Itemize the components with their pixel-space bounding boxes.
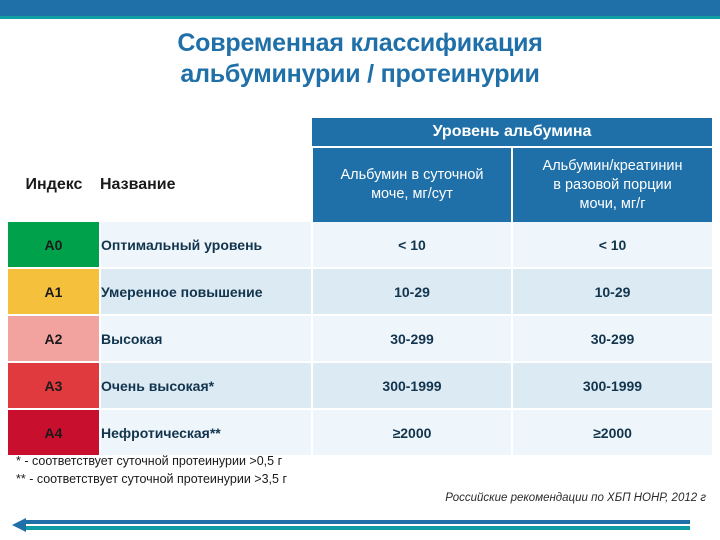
header-name: Название: [100, 147, 312, 222]
footnotes: [16, 452, 287, 488]
row-index-badge: А4: [8, 409, 100, 456]
header-daily-albumin-line-1: Альбумин в суточной: [340, 167, 484, 183]
row-name: Оптимальный уровень: [100, 222, 312, 268]
header-blank-cell: [8, 118, 100, 147]
header-ratio-line-1: Альбумин/креатинин: [542, 157, 683, 174]
row-ratio-value: 30-299: [512, 315, 712, 362]
row-name: Высокая: [100, 315, 312, 362]
row-daily-value: 300-1999: [312, 362, 512, 409]
row-daily-value: 10-29: [312, 268, 512, 315]
header-albumin-level: Уровень альбумина: [312, 118, 712, 147]
bottom-rule-teal: [26, 526, 690, 530]
row-daily-value: 30-299: [312, 315, 512, 362]
row-name: Нефротическая**: [100, 409, 312, 456]
page-title-line-1: Современная классификация: [177, 29, 543, 57]
row-name: Очень высокая*: [100, 362, 312, 409]
row-daily-value: < 10: [312, 222, 512, 268]
row-index-badge: А3: [8, 362, 100, 409]
table-row: [8, 268, 712, 315]
table-row: [8, 362, 712, 409]
footnote-double-star: ** - соответствует суточной протеинурии >3,5 г: [16, 472, 288, 486]
bottom-triangle-marker: [12, 518, 26, 532]
footnote-single-star: * - соответствует суточной протеинурии >0,5 г: [16, 454, 283, 468]
page-title-line-2: альбуминурии / протеинурии: [180, 60, 540, 88]
source-citation: Российские рекомендации по ХБП НОНР, 2012 г: [445, 492, 706, 504]
header-ratio-line-3: мочи, мг/г: [579, 195, 646, 212]
header-ratio-line-2: в разовой порции: [553, 176, 672, 193]
row-ratio-value: < 10: [512, 222, 712, 268]
table-header-row-top: [8, 118, 712, 147]
header-daily-albumin-line-2: моче, мг/сут: [371, 186, 453, 202]
table-header-row-sub: [8, 147, 712, 222]
row-index-badge: А0: [8, 222, 100, 268]
row-index-badge: А1: [8, 268, 100, 315]
row-ratio-value: 300-1999: [512, 362, 712, 409]
page-title: [40, 28, 680, 90]
row-name: Умеренное повышение: [100, 268, 312, 315]
table-row: [8, 222, 712, 268]
albuminuria-classification-table: [8, 118, 712, 457]
row-ratio-value: ≥2000: [512, 409, 712, 456]
bottom-rule-blue: [26, 520, 690, 524]
header-index: Индекс: [8, 147, 100, 222]
row-index-badge: А2: [8, 315, 100, 362]
top-bar: [0, 0, 720, 16]
top-bar-accent: [0, 16, 720, 19]
row-daily-value: ≥2000: [312, 409, 512, 456]
table-row: [8, 409, 712, 456]
header-blank-cell-2: [100, 118, 312, 147]
table-row: [8, 315, 712, 362]
header-daily-albumin: [312, 147, 512, 222]
row-ratio-value: 10-29: [512, 268, 712, 315]
header-albumin-creatinine-ratio: [512, 147, 712, 222]
